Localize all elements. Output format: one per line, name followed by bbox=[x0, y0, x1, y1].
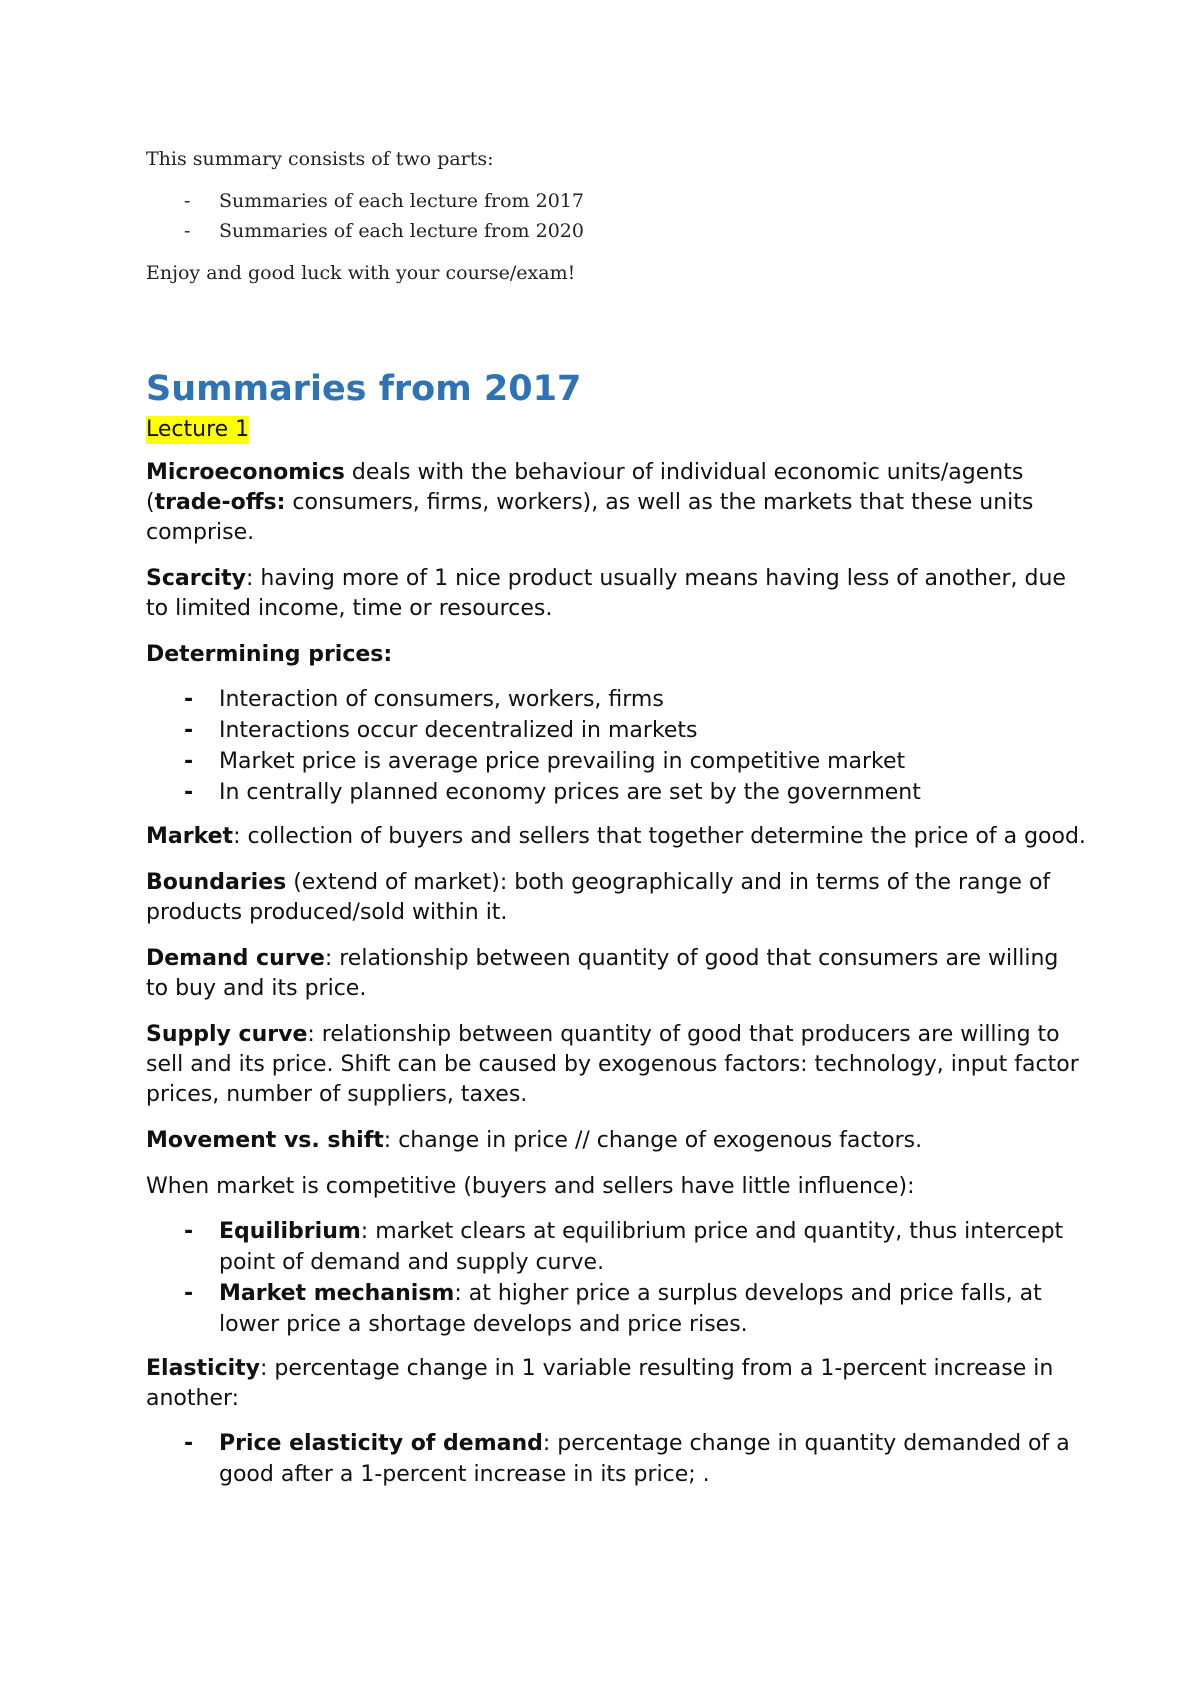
elasticity-list bbox=[146, 1428, 1086, 1490]
list-item: - In centrally planned economy prices are set by the government bbox=[184, 780, 921, 805]
paragraph-supply-curve: Supply curve: relationship between quantity of good that producers are willing to sell and its price. Shift can be caused by exogenous factors: technology, input factor prices, number of suppliers, taxes. bbox=[146, 1022, 1079, 1107]
list-item: - Price elasticity of demand: percentage change in quantity demanded of a good after a 1-percent increase in its price; . bbox=[184, 1431, 1070, 1487]
paragraph-competitive: When market is competitive (buyers and sellers have little influence): bbox=[146, 1174, 915, 1199]
intro-lead: This summary consists of two parts: bbox=[146, 148, 494, 170]
lecture-label: Lecture 1 bbox=[146, 417, 250, 442]
paragraph-microeconomics: Microeconomics deals with the behaviour of individual economic units/agents (trade-offs: consumers, firms, workers), as well as the markets that these units comprise. bbox=[146, 460, 1034, 545]
intro-list bbox=[146, 186, 1086, 246]
determining-prices-list bbox=[146, 684, 1086, 808]
intro-closing: Enjoy and good luck with your course/exam! bbox=[146, 262, 576, 284]
intro-block bbox=[146, 146, 1086, 286]
section-heading: Summaries from 2017 bbox=[146, 369, 582, 409]
list-item: - Summaries of each lecture from 2020 bbox=[184, 220, 584, 242]
list-item: - Interactions occur decentralized in markets bbox=[184, 718, 698, 743]
paragraph-movement-shift: Movement vs. shift: change in price // change of exogenous factors. bbox=[146, 1128, 923, 1153]
document-content bbox=[146, 146, 1086, 1504]
list-item: - Interaction of consumers, workers, firms bbox=[184, 687, 664, 712]
list-item: - Summaries of each lecture from 2017 bbox=[184, 190, 584, 212]
paragraph-demand-curve: Demand curve: relationship between quantity of good that consumers are willing to buy and its price. bbox=[146, 946, 1059, 1001]
paragraph-scarcity: Scarcity: having more of 1 nice product usually means having less of another, due to limited income, time or resources. bbox=[146, 566, 1066, 621]
paragraph-market: Market: collection of buyers and sellers that together determine the price of a good. bbox=[146, 824, 1086, 849]
paragraph-elasticity: Elasticity: percentage change in 1 variable resulting from a 1-percent increase in another: bbox=[146, 1356, 1054, 1411]
lecture-body bbox=[146, 458, 1086, 1490]
paragraph-determining-prices: Determining prices: bbox=[146, 642, 393, 667]
competitive-list bbox=[146, 1216, 1086, 1340]
list-item: - Equilibrium: market clears at equilibrium price and quantity, thus intercept point of demand and supply curve. bbox=[184, 1219, 1064, 1275]
paragraph-boundaries: Boundaries (extend of market): both geographically and in terms of the range of products produced/sold within it. bbox=[146, 870, 1051, 925]
list-item: - Market mechanism: at higher price a surplus develops and price falls, at lower price a shortage develops and price rises. bbox=[184, 1281, 1042, 1337]
list-item: - Market price is average price prevailing in competitive market bbox=[184, 749, 906, 774]
